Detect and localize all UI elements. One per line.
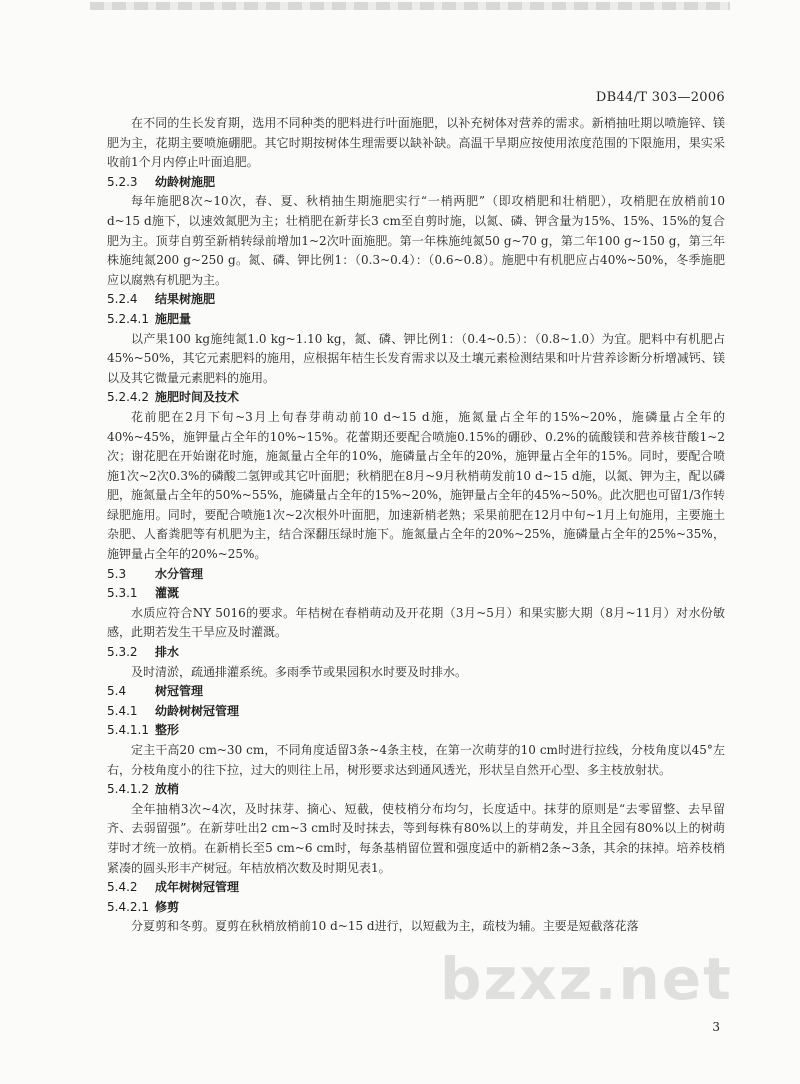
section-heading [107, 565, 725, 585]
scan-header-artifact [90, 2, 730, 10]
section-title: 施肥量 [155, 311, 192, 326]
section-title: 灌溉 [155, 586, 180, 601]
section-number: 5.4 [107, 684, 127, 699]
document-code: DB44/T 303—2006 [595, 90, 725, 105]
section-heading [107, 290, 725, 310]
section-heading [107, 584, 725, 604]
section-heading [107, 173, 725, 193]
section-heading [107, 898, 725, 918]
section-title: 排水 [155, 645, 180, 660]
body-paragraph: 以产果100 kg施纯氮1.0 kg~1.10 kg，氮、磷、钾比例1：（0.4~0.5）：（0.8~1.0）为宜。肥料中有机肥占45%~50%，其它元素肥料的施用，应根据年桔生长发育需求以及土壤元素检测结果和叶片营养诊断分析增减钙、镁以及其它微量元素肥料的施用。 [107, 331, 725, 385]
section-heading [107, 310, 725, 330]
section-heading [107, 721, 725, 741]
section-title: 放梢 [155, 782, 180, 797]
section-number: 5.2.4.1 [107, 311, 149, 326]
section-title: 整形 [155, 723, 180, 738]
section-number: 5.4.2 [107, 880, 138, 895]
section-number: 5.4.1.1 [107, 723, 149, 738]
body-paragraph: 每年施肥8次~10次，春、夏、秋梢抽生期施肥实行“一梢两肥”（即攻梢肥和壮梢肥），攻梢肥在放梢前10 d~15 d施下，以速效氮肥为主；壮梢肥在新芽长3 cm至自剪时施，以氮、磷、钾含量为15%、15%、15%的复合肥为主。顶芽自剪至新梢转绿前增加1~2次叶面施肥。第一年株施纯氮50 g~70 g，第二年100 g~150 g，第三年株施纯氮200 g~250 g。氮、磷、钾比例1：（0.3~0.4）：（0.6~0.8）。施肥中有机肥应占40%~50%，冬季施肥应以腐熟有机肥为主。 [107, 194, 725, 287]
section-heading [107, 780, 725, 800]
section-title: 成年树树冠管理 [155, 880, 240, 895]
section-title: 幼龄树树冠管理 [155, 703, 240, 718]
section-number: 5.4.1.2 [107, 782, 149, 797]
body-paragraph: 花前肥在2月下旬~3月上旬春芽萌动前10 d~15 d施，施氮量占全年的15%~20%，施磷量占全年的40%~45%，施钾量占全年的10%~15%。花蕾期还要配合喷施0.15%的硼砂、0.2%的硫酸镁和营养核苷酸1~2次；谢花肥在开始谢花时施，施氮量占全年的10%，施磷量占全年的20%，施钾量占全年的15%。同时，要配合喷施1次~2次0.3%的磷酸二氢钾或其它叶面肥；秋梢肥在8月~9月秋梢萌发前10 d~15 d施，以氮、钾为主，配以磷肥，施氮量占全年的50%~55%，施磷量占全年的15%~20%，施钾量占全年的45%~50%。此次肥也可留1/3作转绿肥施用。同时，要配合喷施1次~2次根外叶面肥，加速新梢老熟；采果前肥在12月中旬~1月上旬施用，主要施土杂肥、人畜粪肥等有机肥为主，结合深翻压绿时施下。施氮量占全年的20%~25%，施磷量占全年的25%~35%，施钾量占全年的20%~25%。 [107, 409, 725, 562]
section-number: 5.2.4 [107, 292, 138, 307]
section-heading [107, 643, 725, 663]
section-title: 施肥时间及技术 [155, 390, 240, 405]
section-heading [107, 878, 725, 898]
section-title: 幼龄树施肥 [155, 174, 216, 189]
section-title: 结果树施肥 [155, 292, 216, 307]
section-title: 树冠管理 [155, 684, 204, 699]
section-heading [107, 388, 725, 408]
section-title: 水分管理 [155, 566, 204, 581]
section-number: 5.2.3 [107, 174, 138, 189]
document-body [107, 114, 725, 937]
watermark: bzxz.net [440, 945, 733, 1013]
section-number: 5.4.1 [107, 703, 138, 718]
section-number: 5.3.2 [107, 645, 138, 660]
section-number: 5.2.4.2 [107, 390, 149, 405]
body-paragraph: 分夏剪和冬剪。夏剪在秋梢放梢前10 d~15 d进行，以短截为主，疏枝为辅。主要是短截落花落 [131, 919, 639, 934]
body-paragraph: 水质应符合NY 5016的要求。年桔树在春梢萌动及开花期（3月~5月）和果实膨大期（8月~11月）对水份敏感，此期若发生干旱应及时灌溉。 [107, 605, 725, 640]
body-paragraph: 在不同的生长发育期，选用不同种类的肥料进行叶面施肥，以补充树体对营养的需求。新梢抽吐期以喷施锌、镁肥为主，花期主要喷施硼肥。其它时期按树体生理需要以缺补缺。高温干旱期应按使用浓度范围的下限施用，果实采收前1个月内停止叶面追肥。 [107, 116, 725, 170]
section-heading [107, 702, 725, 722]
section-title: 修剪 [155, 899, 180, 914]
page-number: 3 [712, 1020, 720, 1034]
section-number: 5.3.1 [107, 586, 138, 601]
body-paragraph: 定主干高20 cm~30 cm，不同角度适留3条~4条主枝，在第一次萌芽的10 cm时进行拉线，分枝角度以45°左右，分枝角度小的往下拉，过大的则往上吊，树形要求达到通风透光，形状呈自然开心型、多主枝放射状。 [107, 743, 725, 777]
body-paragraph: 全年抽梢3次~4次，及时抹芽、摘心、短截，使枝梢分布均匀，长度适中。抹芽的原则是“去零留整、去早留齐、去弱留强”。在新芽吐出2 cm~3 cm时及时抹去，等到每株有80%以上的芽萌发，并且全园有80%以上的树萌芽时才统一放梢。在新梢长至5 cm~6 cm时，每条基梢留位置和强度适中的新梢2条~3条，其余的抹掉。培养枝梢紧凑的圆头形丰产树冠。年桔放梢次数及时期见表1。 [107, 801, 725, 875]
body-paragraph: 及时清淤，疏通排灌系统。多雨季节或果园积水时要及时排水。 [131, 664, 468, 679]
section-number: 5.4.2.1 [107, 899, 149, 914]
section-number: 5.3 [107, 566, 127, 581]
section-heading [107, 682, 725, 702]
